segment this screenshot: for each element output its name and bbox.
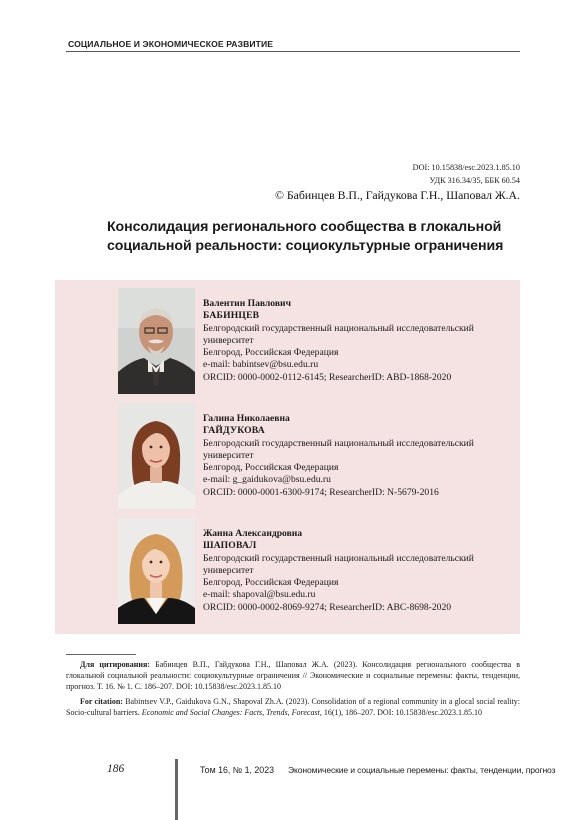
author-email[interactable]: e-mail: shapoval@bsu.edu.ru (203, 589, 316, 601)
author-given-name: Жанна Александровна (203, 528, 303, 539)
author-info (203, 528, 538, 614)
author-surname: ГАЙДУКОВА (203, 425, 265, 437)
running-header: СОЦИАЛЬНОЕ И ЭКОНОМИЧЕСКОЕ РАЗВИТИЕ (68, 39, 274, 49)
author-affiliation-cont: университет (203, 449, 254, 461)
author-info (203, 413, 538, 499)
author-email[interactable]: e-mail: babintsev@bsu.edu.ru (203, 359, 319, 371)
citation-ru-label: Для цитирования: (80, 660, 150, 669)
author-photo (118, 403, 195, 509)
author-card (118, 518, 538, 628)
author-surname: ШАПОВАЛ (203, 540, 257, 552)
author-affiliation: Белгородский государственный национальный исследовательский (203, 437, 474, 449)
citation-en-text-end: , 16(1), 186–207. DOI: 10.15838/esc.2023.1.85.10 (319, 707, 483, 717)
footer-volume: Том 16, № 1, 2023 (200, 765, 274, 775)
udk-line: УДК 316.34/35, ББК 60.54 (429, 176, 520, 185)
authors-panel (55, 280, 520, 634)
author-affiliation-cont: университет (203, 334, 254, 346)
author-given-name: Валентин Павлович (203, 298, 291, 309)
author-card (118, 288, 538, 398)
page-number: 186 (107, 763, 125, 775)
footnote-divider (66, 654, 136, 655)
author-card (118, 403, 538, 513)
author-ids: ORCID: 0000-0002-8069-9274; ResearcherID: ABC-8698-2020 (203, 601, 452, 613)
author-affiliation: Белгородский государственный национальный исследовательский (203, 552, 474, 564)
citation-en-label: For citation: (80, 697, 123, 706)
doi-line: DOI: 10.15838/esc.2023.1.85.10 (412, 163, 520, 172)
author-location: Белгород, Российская Федерация (203, 347, 339, 359)
author-surname: БАБИНЦЕВ (203, 310, 260, 322)
author-photo (118, 518, 195, 624)
citation-ru-text: Бабинцев В.П., Гайдукова Г.Н., Шаповал Ж.А. (2023). Консолидация регионального сообщества в глокальной социальной реальности: социокультурные ограничения // Экономические и социальные перемены: факты, тенденции, прогноз. Т. 16. № 1. С. 186–207. DOI: 10.15838/esc.2023.1.85.10 (66, 660, 521, 691)
author-location: Белгород, Российская Федерация (203, 462, 339, 474)
copyright-authors: © Бабинцев В.П., Гайдукова Г.Н., Шаповал Ж.А. (275, 188, 520, 202)
author-location: Белгород, Российская Федерация (203, 577, 339, 589)
footer-journal: Экономические и социальные перемены: факты, тенденции, прогноз (288, 765, 556, 775)
author-photo (118, 288, 195, 394)
author-given-name: Галина Николаевна (203, 413, 290, 424)
citation-en (66, 697, 520, 719)
author-affiliation-cont: университет (203, 564, 254, 576)
citation-ru (66, 660, 520, 692)
author-affiliation: Белгородский государственный национальный исследовательский (203, 322, 474, 334)
footer-bar (175, 759, 178, 820)
author-ids: ORCID: 0000-0001-6300-9174; ResearcherID: N-5679-2016 (203, 486, 439, 498)
author-email[interactable]: e-mail: g_gaidukova@bsu.edu.ru (203, 474, 331, 486)
citation-en-text: Babintsev V.P., Gaidukova G.N., Shapoval Zh.A. (2023). Consolidation of a regional community in a glocal social reality: Socio-cultural barriers. (66, 697, 521, 717)
author-info (203, 298, 538, 384)
header-divider (66, 51, 520, 52)
author-ids: ORCID: 0000-0002-0112-6145; ResearcherID: ABD-1868-2020 (203, 371, 452, 383)
article-title: Консолидация регионального сообщества в глокальной социальной реальности: социокультурные ограничения (107, 219, 504, 254)
citation-en-journal: Economic and Social Changes: Facts, Trends, Forecast (141, 707, 320, 717)
